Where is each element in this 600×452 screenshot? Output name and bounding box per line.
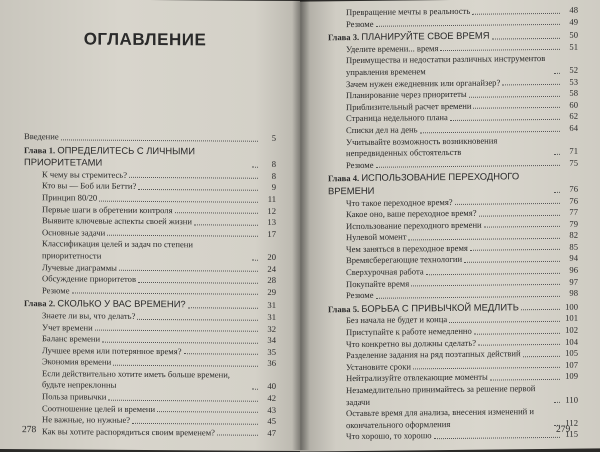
entry-title: Времясберегающие технологии [346, 254, 463, 266]
entry-page: 76 [569, 195, 578, 206]
entry-page: 115 [565, 429, 578, 440]
entry-page: 28 [267, 274, 276, 286]
entry-title: Не важные, но нужные? [42, 414, 131, 426]
entry-title: Установите сроки [346, 361, 411, 372]
entry-page: 52 [569, 64, 578, 75]
entry-title: Без начала не будет и конца [346, 314, 448, 326]
chapter-label: Глава 1. [24, 144, 56, 155]
right-page [300, 0, 600, 452]
chapter-title: ИСПОЛЬЗОВАНИЕ ПЕРЕХОДНОГО ВРЕМЕНИ [328, 170, 520, 197]
entry-page: 110 [565, 394, 578, 405]
entry-page: 105 [565, 347, 578, 359]
entry-page: 8 [271, 159, 276, 170]
entry-page: 112 [565, 417, 578, 428]
entry-title: Уделите времени... время [346, 42, 439, 54]
entry-page: 58 [569, 87, 578, 98]
entry-title: Незамедлительно принимайтесь за решение первой задачи [346, 383, 536, 407]
entry-title: Какое оно, ваше переходное время? [346, 207, 477, 220]
entry-title: Обсуждение приоритетов [42, 273, 137, 285]
entry-page: 51 [569, 41, 578, 52]
entry-title: Баланс времени [42, 333, 101, 344]
entry-page: 43 [267, 404, 276, 415]
toc-entry [24, 285, 276, 298]
entry-page: 100 [565, 301, 578, 312]
entry-title: Учитывайте возможность возникновения непредвиденных обстоятельств [346, 135, 498, 159]
toc-entry [328, 134, 578, 160]
chapter-title: ПЛАНИРУЙТЕ СВОЕ ВРЕМЯ [361, 29, 490, 43]
chapter-heading [24, 144, 276, 171]
entry-title: Польза привычки [42, 391, 107, 402]
entry-title: Планирование через приоритеты [346, 88, 467, 101]
chapter-title: СКОЛЬКО У ВАС ВРЕМЕНИ? [57, 297, 186, 310]
chapter-label: Глава 2. [24, 298, 56, 309]
entry-title: Учет времени [42, 321, 93, 333]
entry-title: Введение [24, 131, 59, 142]
page-number: 279 [556, 424, 571, 435]
toc-entry [328, 383, 578, 409]
toc-entry [328, 406, 578, 432]
entry-title: К чему вы стремитесь? [42, 169, 128, 180]
entry-page: 49 [569, 16, 578, 27]
chapter-label: Глава 5. [328, 303, 360, 315]
entry-title: Соотношение целей и времени [42, 402, 156, 414]
entry-title: Преимущества и недостатки различных инструментов управления временем [346, 53, 546, 78]
entry-page: 31 [267, 300, 276, 311]
entry-page: 60 [569, 99, 578, 110]
entry-page: 75 [569, 157, 578, 168]
entry-page: 12 [267, 205, 276, 216]
entry-title: Кто вы — Боб или Бетти? [42, 180, 137, 192]
entry-title: Зачем нужен ежедневник или органайзер? [346, 77, 501, 89]
chapter-title: БОРЬБА С ПРИВЫЧКОЙ МЕДЛИТЬ [361, 301, 519, 314]
entry-title: Сверхурочная работа [346, 266, 424, 278]
entry-title: Страница недельного плана [346, 112, 448, 124]
entry-title: Что хорошо, то хорошо [346, 430, 432, 442]
chapter-heading [328, 170, 578, 198]
entry-page: 62 [569, 111, 578, 122]
toc-entry [328, 429, 578, 443]
entry-page: 96 [569, 264, 578, 275]
entry-page: 35 [267, 346, 276, 357]
entry-title: Разделение задания на ряд поэтапных действий [346, 348, 521, 361]
entry-page: 32 [267, 323, 276, 334]
entry-page: 36 [267, 358, 276, 369]
left-page [0, 0, 300, 451]
toc-left [24, 131, 276, 439]
entry-title: Резюме [346, 290, 374, 301]
entry-title: Экономия времени [42, 356, 112, 368]
entry-title: Лучевые диаграммы [42, 261, 117, 273]
entry-title: Чем заняться в переходное время [346, 242, 468, 254]
entry-title: Если действительно хотите иметь больше времени, будьте непреклонны [42, 368, 230, 391]
book-spine-shadow [292, 0, 310, 450]
toc-entry [328, 53, 578, 79]
entry-title: Списки дел на день [346, 124, 418, 136]
entry-title: Резюме [346, 159, 374, 170]
entry-page: 101 [565, 313, 578, 324]
page-number: 278 [22, 425, 37, 436]
entry-page: 50 [569, 29, 578, 40]
entry-page: 31 [267, 311, 276, 322]
entry-title: Принцип 80/20 [42, 192, 98, 203]
entry-page: 107 [565, 359, 578, 370]
entry-title: Нейтрализуйте отвлекающие моменты [346, 372, 488, 384]
entry-title: Нулевой момент [346, 231, 407, 243]
entry-title: Первые шаги в обретении контроля [42, 203, 173, 215]
entry-page: 104 [565, 336, 578, 347]
entry-page: 76 [569, 183, 578, 194]
entry-page: 79 [569, 218, 578, 229]
entry-title: Приблизительный расчет времени [346, 100, 472, 112]
entry-title: Знаете ли вы, что делать? [42, 310, 136, 321]
entry-page: 85 [569, 241, 578, 252]
chapter-label: Глава 3. [328, 32, 360, 43]
entry-title: Классификация целей и задач по степени приоритетности [42, 238, 193, 261]
entry-page: 64 [569, 122, 578, 133]
toc-entry [24, 426, 276, 439]
toc-right [328, 5, 578, 444]
entry-title: Что такое переходное время? [346, 196, 453, 208]
entry-page: 77 [569, 206, 578, 217]
toc-entry [24, 131, 276, 144]
toc-entry [24, 368, 276, 393]
entry-page: 53 [569, 76, 578, 87]
entry-page: 48 [569, 4, 578, 15]
entry-title: Выявите ключевые аспекты своей жизни [42, 215, 193, 227]
entry-page: 20 [267, 251, 276, 262]
entry-page: 11 [267, 193, 276, 204]
entry-page: 47 [267, 427, 276, 438]
entry-page: 45 [267, 416, 276, 427]
entry-title: Превращение мечты в реальность [346, 5, 471, 18]
entry-page: 71 [569, 145, 578, 156]
entry-title: Основные задачи [42, 226, 106, 238]
entry-title: Резюме [42, 284, 70, 296]
entry-page: 42 [267, 392, 276, 403]
chapter-title: ОПРЕДЕЛИТЕСЬ С ЛИЧНЫМИ ПРИОРИТЕТАМИ [24, 143, 195, 168]
toc-entry [24, 238, 276, 263]
page-title: ОГЛАВЛЕНИЕ [83, 29, 207, 50]
entry-page: 109 [565, 371, 578, 382]
entry-page: 94 [569, 253, 578, 264]
chapter-label: Глава 4. [328, 173, 360, 184]
entry-title: Использование переходного времени [346, 219, 482, 231]
entry-title: Покупайте время [346, 278, 410, 289]
entry-title: Резюме [346, 18, 374, 29]
entry-page: 9 [271, 182, 276, 193]
entry-page: 97 [569, 276, 578, 287]
entry-page: 8 [271, 170, 276, 181]
entry-page: 82 [569, 229, 578, 241]
entry-page: 34 [267, 334, 276, 345]
entry-title: Что конкретно вы должны сделать? [346, 337, 477, 349]
entry-page: 29 [267, 286, 276, 297]
entry-title: Приступайте к работе немедленно [346, 325, 472, 338]
entry-page: 98 [569, 287, 578, 298]
entry-page: 5 [271, 132, 276, 143]
entry-title: Лучшее время или потерянное время? [42, 344, 182, 356]
entry-page: 13 [267, 216, 276, 228]
entry-page: 40 [267, 381, 276, 392]
entry-title: Оставьте время для анализа, внесения изменений и окончательного оформления [346, 406, 535, 430]
entry-page: 17 [267, 228, 276, 239]
entry-page: 102 [565, 324, 578, 335]
entry-title: Как вы хотите распорядиться своим временем? [42, 426, 215, 438]
entry-page: 24 [267, 263, 276, 274]
